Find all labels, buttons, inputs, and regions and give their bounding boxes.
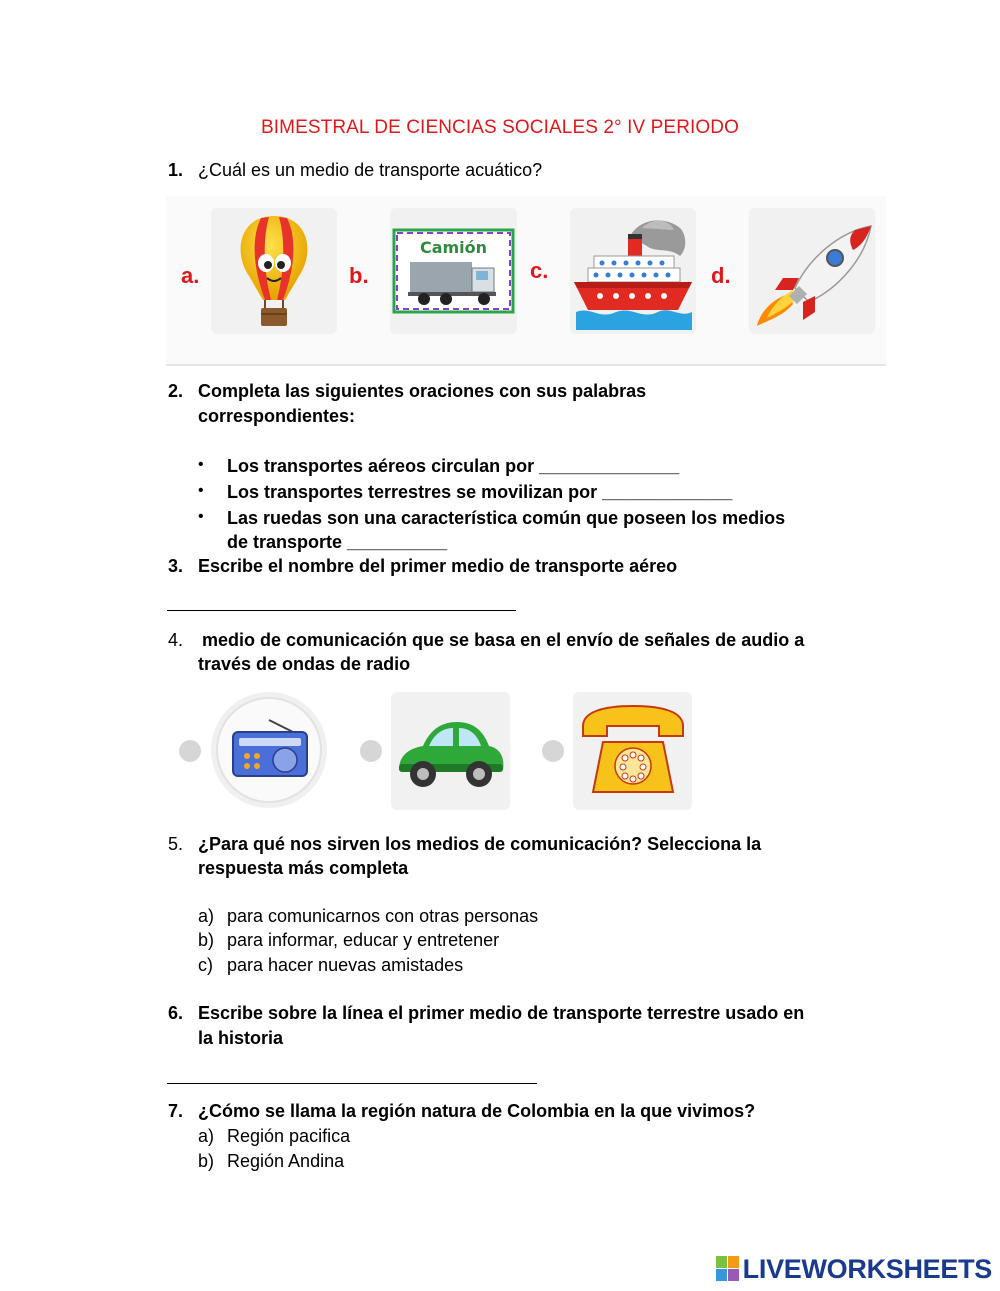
q7-option-a-letter: a) <box>198 1126 215 1146</box>
q1-number: 1. <box>168 160 184 180</box>
q1-option-a-label: a. <box>181 263 200 288</box>
bullet-icon: • <box>198 456 204 473</box>
q4-text-line2: través de ondas de radio <box>198 654 411 674</box>
q6-text-line1: Escribe sobre la línea el primer medio de transporte terrestre usado en <box>198 1003 805 1023</box>
q1-option-a-image[interactable] <box>211 208 337 334</box>
q4-option-telephone-image[interactable] <box>573 692 692 810</box>
q7-option-b[interactable]: Región Andina <box>227 1151 345 1171</box>
q7-option-b-letter: b) <box>198 1151 215 1171</box>
hot-air-balloon-icon <box>211 208 337 334</box>
q5-option-c-letter: c) <box>198 955 213 975</box>
q7-number: 7. <box>168 1101 184 1121</box>
q5-option-c[interactable]: para hacer nuevas amistades <box>227 955 464 975</box>
q2-text-line2: correspondientes: <box>198 406 356 426</box>
q3-number: 3. <box>168 556 184 576</box>
q1-option-b-label: b. <box>349 263 369 288</box>
q1-option-d-label: d. <box>711 263 731 288</box>
page-title: BIMESTRAL DE CIENCIAS SOCIALES 2° IV PERIODO <box>261 117 739 138</box>
q4-number: 4. <box>168 630 184 650</box>
q5-number: 5. <box>168 834 184 854</box>
liveworksheets-logo-text: LIVEWORKSHEETS <box>742 1253 992 1284</box>
q2-item-2[interactable]: Los transportes terrestres se movilizan por _____________ <box>227 482 733 502</box>
q3-text: Escribe el nombre del primer medio de transporte aéreo <box>198 556 678 576</box>
q5-option-b-letter: b) <box>198 930 215 950</box>
q5-text-line2: respuesta más completa <box>198 858 409 878</box>
q2-text-line1: Completa las siguientes oraciones con sus palabras <box>198 381 647 401</box>
q5-text-line1: ¿Para qué nos sirven los medios de comunicación? Selecciona la <box>198 834 762 854</box>
q4-option-car-image[interactable] <box>391 692 510 810</box>
liveworksheets-logo <box>716 1252 992 1286</box>
q6-text-line2: la historia <box>198 1028 284 1048</box>
q5-option-b[interactable]: para informar, educar y entretener <box>227 930 500 950</box>
q1-option-d-image[interactable] <box>749 208 875 334</box>
q1-option-c-label: c. <box>530 258 549 283</box>
q2-item-3-line1: Las ruedas son una característica común que poseen los medios <box>227 508 786 528</box>
q4-radio-1[interactable] <box>179 740 201 762</box>
truck-caption: Camión <box>419 238 488 257</box>
q6-number: 6. <box>168 1003 184 1023</box>
q5-option-a-letter: a) <box>198 906 215 926</box>
q1-option-b-image[interactable] <box>390 208 517 334</box>
q2-item-3-line2[interactable]: de transporte __________ <box>227 532 448 552</box>
q6-answer-line[interactable] <box>167 1083 537 1084</box>
rocket-icon <box>749 208 875 334</box>
q2-number: 2. <box>168 381 184 401</box>
q1-text: ¿Cuál es un medio de transporte acuático? <box>198 160 543 180</box>
car-icon <box>391 692 510 810</box>
q4-text-line1: medio de comunicación que se basa en el envío de señales de audio a <box>202 630 805 650</box>
q4-radio-2[interactable] <box>360 740 382 762</box>
bullet-icon: • <box>198 482 204 499</box>
q2-item-1[interactable]: Los transportes aéreos circulan por ______________ <box>227 456 680 476</box>
q3-answer-line[interactable] <box>167 610 516 611</box>
radio-icon <box>211 692 327 808</box>
bullet-icon: • <box>198 508 204 525</box>
telephone-icon <box>573 692 692 810</box>
q4-option-radio-image[interactable] <box>211 692 327 808</box>
liveworksheets-logo-icon <box>716 1256 740 1282</box>
q7-text: ¿Cómo se llama la región natura de Colombia en la que vivimos? <box>198 1101 756 1121</box>
truck-icon <box>390 208 517 334</box>
q1-option-c-image[interactable] <box>570 208 696 334</box>
q4-radio-3[interactable] <box>542 740 564 762</box>
ship-icon <box>570 208 696 334</box>
q7-option-a[interactable]: Región pacifica <box>227 1126 351 1146</box>
q5-option-a[interactable]: para comunicarnos con otras personas <box>227 906 539 926</box>
